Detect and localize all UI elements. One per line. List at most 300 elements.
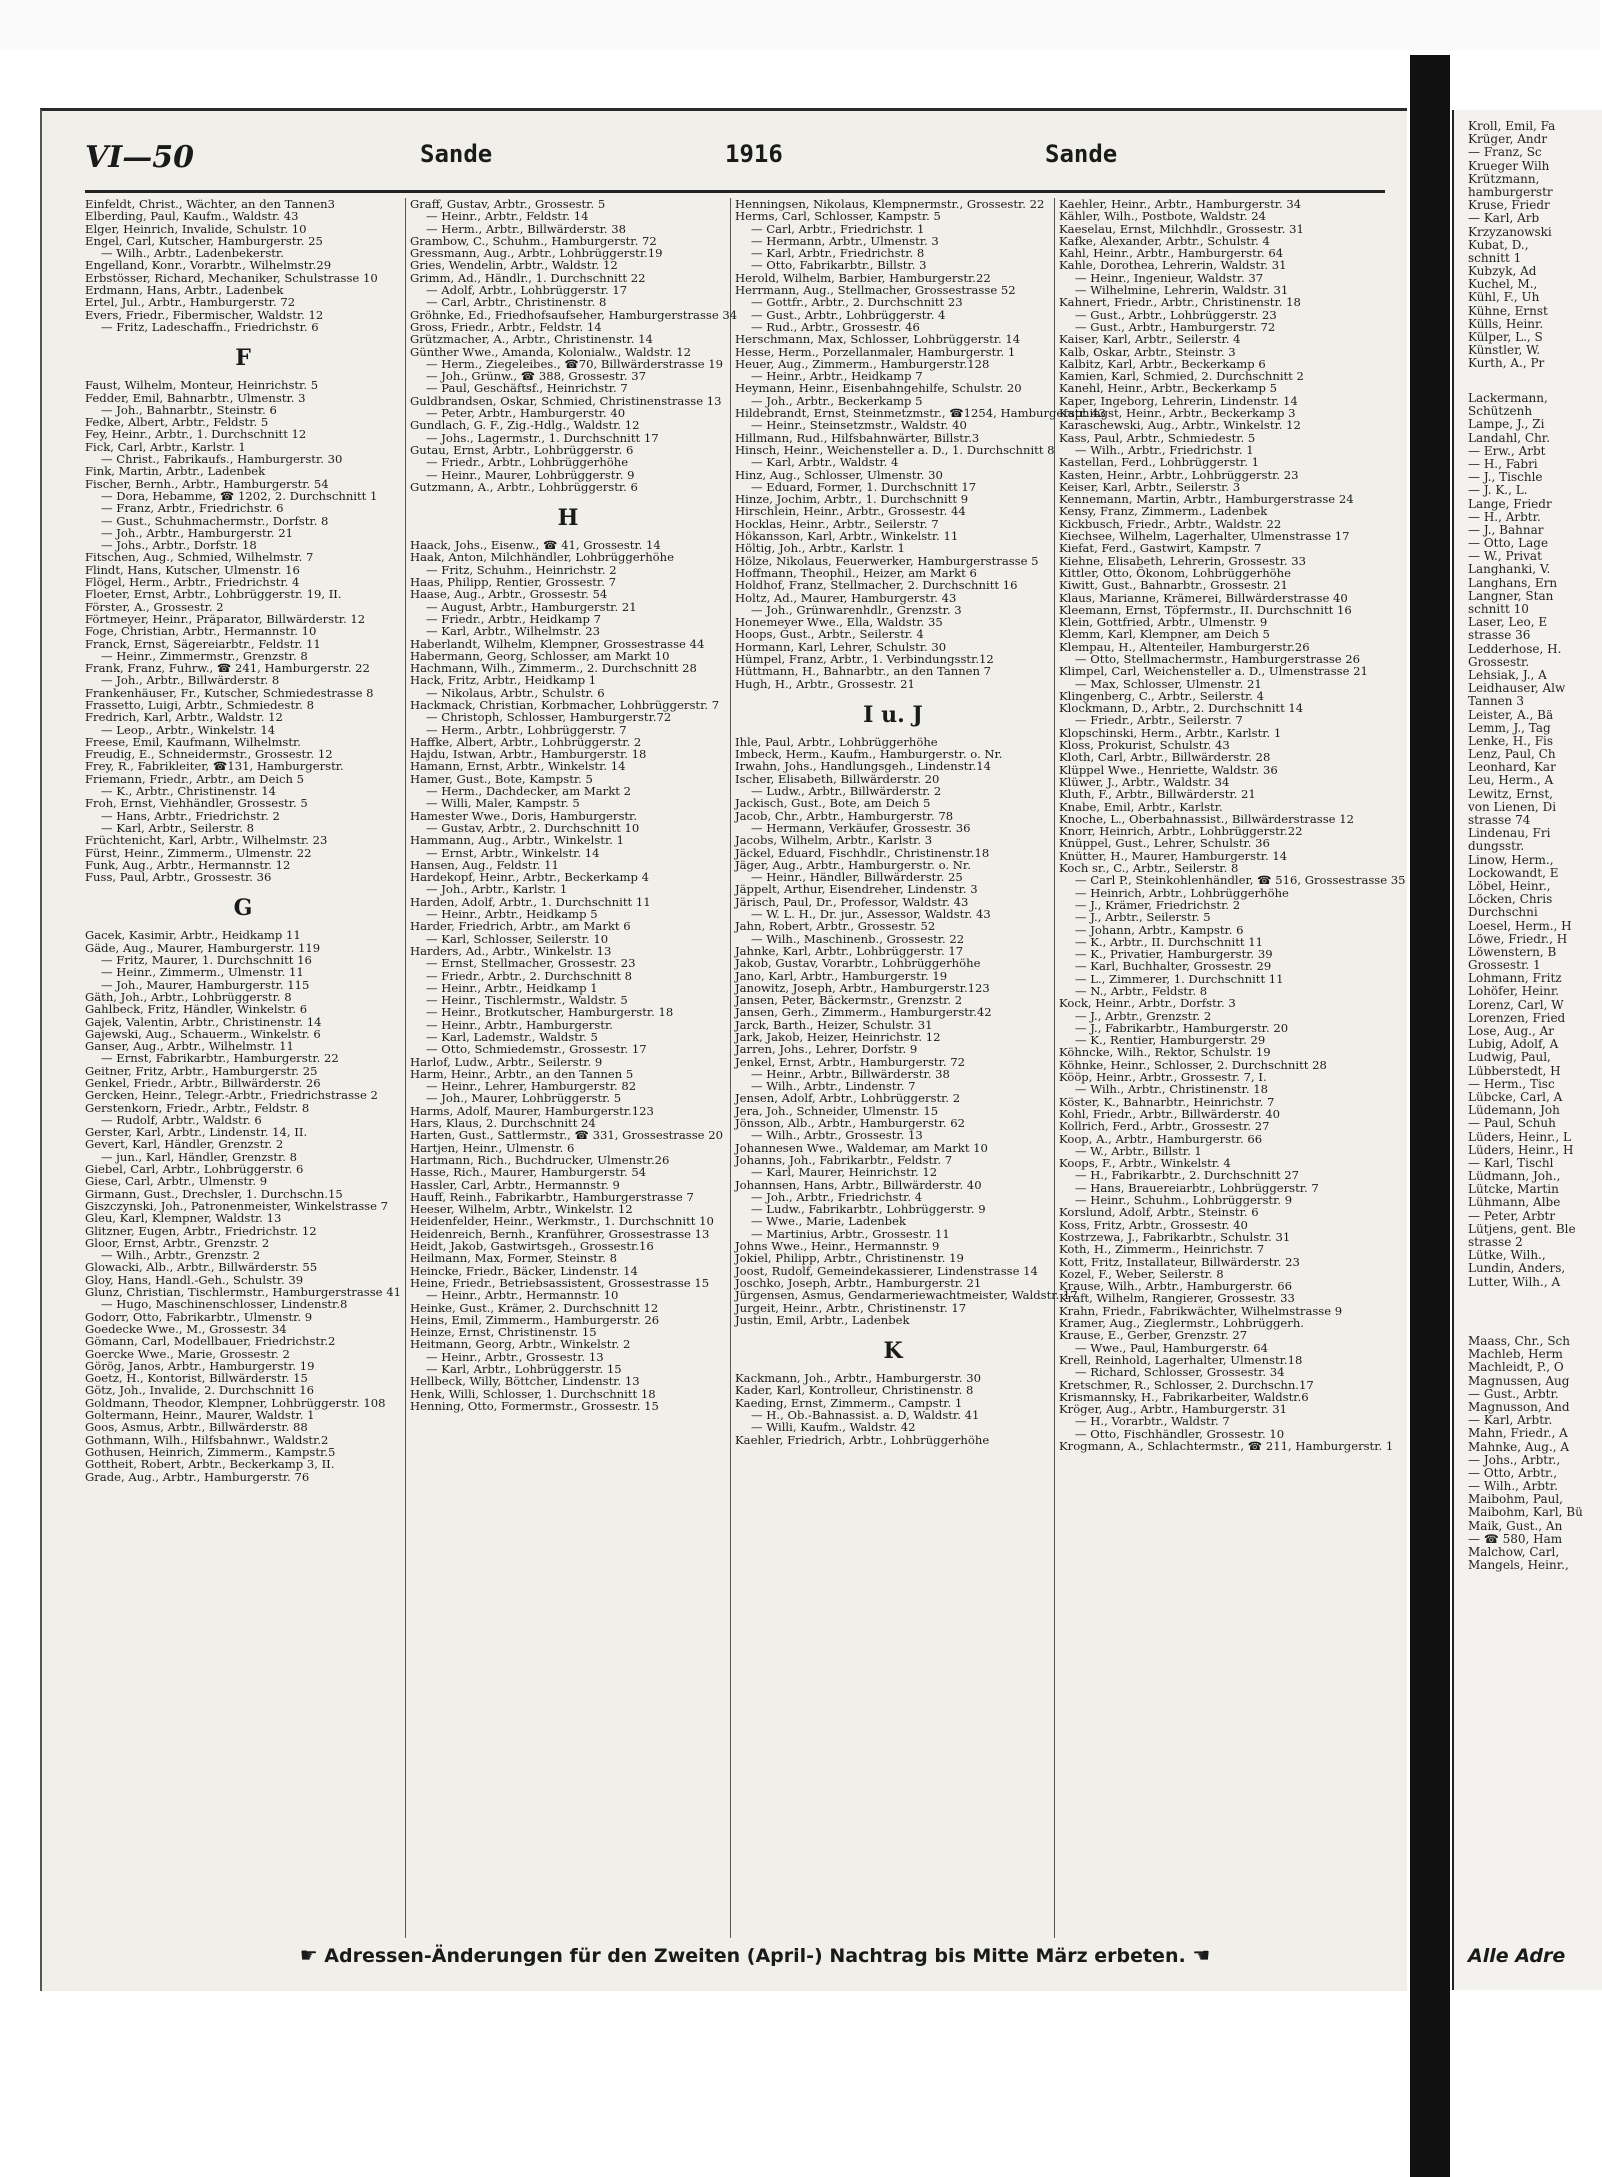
directory-entry: Hoffmann, Theophil., Heizer, am Markt 6 (735, 565, 977, 580)
directory-entry: Kaehler, Friedrich, Arbtr., Lohbrüggerhöhe (735, 1432, 990, 1447)
directory-entry: Genkel, Friedr., Arbtr., Billwärderstr. 26 (85, 1076, 321, 1090)
next-page-entry-fragment: Lose, Aug., Ar (1468, 1024, 1555, 1038)
next-page-entry-fragment: strasse 36 (1468, 628, 1531, 643)
next-page-entry-fragment: Lockowandt, E (1468, 865, 1559, 880)
directory-entry: — Paul, Geschäftsf., Heinrichstr. 7 (426, 381, 628, 396)
directory-entry: Harden, Adolf, Arbtr., 1. Durchschnitt 11 (410, 894, 651, 909)
directory-entry: Klüwer, J., Arbtr., Waldstr. 34 (1059, 774, 1230, 789)
directory-entry: — Heinr., Händler, Billwärderstr. 25 (751, 870, 963, 885)
directory-entry: — Christ., Fabrikaufs., Hamburgerstr. 30 (101, 452, 343, 467)
directory-entry: — Fritz, Ladeschaffn., Friedrichstr. 6 (101, 319, 319, 334)
directory-entry: Jano, Karl, Arbtr., Hamburgerstr. 19 (735, 968, 948, 983)
next-page-entry-fragment: — Herm., Tisc (1468, 1076, 1555, 1091)
directory-entry: Jacob, Chr., Arbtr., Hamburgerstr. 78 (735, 808, 954, 823)
directory-entry: Glowacki, Alb., Arbtr., Billwärderstr. 55 (85, 1260, 318, 1275)
next-page-entry-fragment: Machleb, Herm (1468, 1347, 1563, 1362)
directory-entry: Köhncke, Wilh., Rektor, Schulstr. 19 (1059, 1045, 1271, 1060)
next-page-entry-fragment: — Karl, Arb (1468, 211, 1540, 226)
directory-entry: — H., Fabrikarbtr., 2. Durchschnitt 27 (1075, 1168, 1300, 1183)
pointing-hand-icon: ☚ (1192, 1943, 1211, 1967)
next-page-entry-fragment: Löbel, Heinr., (1468, 878, 1551, 893)
directory-column-3 (735, 197, 1106, 1938)
directory-entry: Heidt, Jakob, Gastwirtsgeh., Grossestr.16 (410, 1239, 654, 1254)
next-page-entry-fragment: — Peter, Arbtr (1468, 1208, 1556, 1223)
directory-entry: — Johs., Lagermstr., 1. Durchschnitt 17 (426, 430, 659, 445)
next-page-entry-fragment: Loesel, Herm., H (1468, 918, 1572, 933)
directory-entry: Honemeyer Wwe., Ella, Waldstr. 35 (735, 615, 943, 630)
directory-entry: Joost, Rudolf, Gemeindekassierer, Lindenstrasse 14 (735, 1263, 1038, 1278)
directory-entry: Giszczynski, Joh., Patronenmeister, Winkelstrasse 7 (85, 1198, 389, 1213)
directory-entry: — H., Ob.-Bahnassist. a. D, Waldstr. 41 (751, 1408, 980, 1423)
directory-entry: Gäde, Aug., Maurer, Hamburgerstr. 119 (85, 940, 321, 955)
directory-entry: Goldmann, Theodor, Klempner, Lohbrüggerstr. 108 (85, 1395, 386, 1410)
directory-entry: Jokiel, Philipp, Arbtr., Christinenstr. 19 (735, 1251, 964, 1266)
directory-entry: Gröhnke, Ed., Friedhofsaufseher, Hamburgerstrasse 34 (410, 307, 738, 322)
directory-entry: Hinsch, Heinr., Weichensteller a. D., 1. Durchschnitt 8 (735, 442, 1055, 457)
directory-entry: Koth, H., Zimmerm., Heinrichstr. 7 (1059, 1242, 1265, 1257)
next-page-entry-fragment: Lange, Friedr (1468, 496, 1552, 511)
next-page-entry-fragment: Malchow, Carl, (1468, 1545, 1560, 1559)
directory-entry: — Heinr., Brotkutscher, Hamburgerstr. 18 (426, 1005, 674, 1020)
directory-entry: — Dora, Hebamme, ☎ 1202, 2. Durchschnitt 1 (101, 488, 378, 503)
directory-entry: Herschmann, Max, Schlosser, Lohbrüggerstr. 14 (735, 332, 1021, 347)
directory-entry: — Heinrich, Arbtr., Lohbrüggerhöhe (1075, 885, 1289, 900)
directory-entry: Kittler, Otto, Ökonom, Lohbrüggerhöhe (1059, 565, 1291, 580)
directory-entry: Erbstösser, Richard, Mechaniker, Schulstrasse 10 (85, 270, 378, 285)
directory-entry: Hansen, Aug., Feldstr. 11 (410, 857, 559, 872)
directory-entry: Klüppel Wwe., Henriette, Waldstr. 36 (1059, 762, 1278, 777)
directory-entry: Kickbusch, Friedr., Arbtr., Waldstr. 22 (1059, 516, 1282, 531)
directory-entry: — Wilh., Arbtr., Grossestr. 13 (751, 1128, 923, 1143)
directory-entry: Gundlach, G. F., Zig.-Hdlg., Waldstr. 12 (410, 418, 640, 433)
directory-entry: — Karl, Lademstr., Waldstr. 5 (426, 1030, 598, 1044)
directory-entry: — August, Arbtr., Hamburgerstr. 21 (426, 599, 637, 614)
directory-entry: — Wwe., Marie, Ladenbek (751, 1214, 906, 1229)
directory-entry: — Wilhelmine, Lehrerin, Waldstr. 31 (1075, 283, 1289, 298)
directory-entry: Grimm, Ad., Händlr., 1. Durchschnitt 22 (410, 270, 646, 285)
directory-entry: Gerster, Karl, Arbtr., Lindenstr. 14, II. (85, 1125, 308, 1140)
directory-entry: — Heinr., Arbtr., Feldstr. 14 (426, 209, 589, 224)
directory-entry: Koops, F., Arbtr., Winkelstr. 4 (1059, 1156, 1231, 1171)
directory-entry: Hellbeck, Willy, Böttcher, Lindenstr. 13 (410, 1374, 640, 1389)
directory-entry: Kiehne, Elisabeth, Lehrerin, Grossestr. 33 (1059, 553, 1306, 568)
directory-entry: Gloor, Ernst, Arbtr., Grenzstr. 2 (85, 1235, 270, 1250)
directory-entry: Jäppelt, Arthur, Eisendreher, Lindenstr. 3 (735, 882, 978, 897)
directory-entry: — J., Arbtr., Grenzstr. 2 (1075, 1008, 1212, 1023)
next-page-entry-fragment: — Karl, Tischl (1468, 1155, 1554, 1170)
directory-columns (85, 197, 1406, 1938)
next-page-entry-fragment: — Erw., Arbt (1468, 443, 1546, 458)
next-page-entry-fragment: Leonhard, Kar (1468, 760, 1556, 775)
directory-entry: Kramer, Aug., Zieglermstr., Lohbrüggerh. (1059, 1316, 1304, 1331)
directory-entry: Kalb, Oskar, Arbtr., Steinstr. 3 (1059, 344, 1236, 359)
directory-entry: Hümpel, Franz, Arbtr., 1. Verbindungsstr.12 (735, 651, 994, 666)
directory-entry: Faust, Wilhelm, Monteur, Heinrichstr. 5 (85, 378, 319, 393)
directory-entry: — Otto, Fabrikarbtr., Billstr. 3 (751, 258, 927, 273)
directory-entry: — Gust., Schuhmachermstr., Dorfstr. 8 (101, 513, 329, 528)
directory-entry: Glitzner, Eugen, Arbtr., Friedrichstr. 12 (85, 1223, 317, 1238)
pointing-hand-icon: ☛ (299, 1943, 318, 1967)
directory-entry: Koop, A., Arbtr., Hamburgerstr. 66 (1059, 1131, 1263, 1146)
directory-entry: Krause, Wilh., Arbtr., Hamburgerstr. 66 (1059, 1279, 1293, 1294)
directory-entry: — Gustav, Arbtr., 2. Durchschnitt 10 (426, 820, 640, 835)
directory-entry: Goetz, H., Kontorist, Billwärderstr. 15 (85, 1371, 308, 1386)
directory-entry: Kahle, Dorothea, Lehrerin, Waldstr. 31 (1059, 258, 1287, 273)
directory-entry: Flindt, Hans, Kutscher, Ulmenstr. 16 (85, 562, 300, 577)
directory-entry: Frank, Franz, Fuhrw., ☎ 241, Hamburgerstr. 22 (85, 661, 370, 676)
directory-entry: Jönsson, Alb., Arbtr., Hamburgerstr. 62 (735, 1116, 965, 1131)
directory-entry: Erdmann, Hans, Arbtr., Ladenbek (85, 283, 284, 298)
directory-entry: Fischer, Bernh., Arbtr., Hamburgerstr. 54 (85, 476, 329, 491)
directory-entry: Harten, Gust., Sattlermstr., ☎ 331, Grossestrasse 20 (410, 1128, 723, 1143)
directory-entry: — Heinr., Arbtr., Heidkamp 1 (426, 980, 598, 995)
directory-entry: Hackmack, Christian, Korbmacher, Lohbrüggerstr. 7 (410, 697, 720, 712)
directory-entry: Harders, Ad., Arbtr., Winkelstr. 13 (410, 943, 612, 958)
directory-entry: Hamester Wwe., Doris, Hamburgerstr. (410, 808, 638, 823)
directory-entry: — Fritz, Maurer, 1. Durchschnitt 16 (101, 953, 312, 968)
directory-entry: Hack, Fritz, Arbtr., Heidkamp 1 (410, 673, 597, 688)
directory-entry: Goltermann, Heinr., Maurer, Waldstr. 1 (85, 1408, 315, 1423)
directory-entry: Fredrich, Karl, Arbtr., Waldstr. 12 (85, 710, 283, 725)
directory-entry: Klein, Gottfried, Arbtr., Ulmenstr. 9 (1059, 615, 1268, 630)
directory-entry: Heuer, Aug., Zimmerm., Hamburgerstr.128 (735, 356, 990, 371)
directory-entry: Hugh, H., Arbtr., Grossestr. 21 (735, 676, 915, 691)
directory-entry: Klempau, H., Altenteiler, Hamburgerstr.26 (1059, 639, 1310, 654)
directory-entry: — Heinr., Arbtr., Heidkamp 7 (751, 369, 923, 384)
directory-entry: Krogmann, A., Schlachtermstr., ☎ 211, Hamburgerstr. 1 (1059, 1438, 1394, 1453)
next-page-entry-fragment: Laser, Leo, E (1468, 615, 1548, 630)
next-page-entry-fragment: schnitt 1 (1468, 250, 1522, 265)
directory-entry: Günther Wwe., Amanda, Kolonialw., Waldstr. 12 (410, 344, 691, 359)
directory-entry: — Friedr., Arbtr., Lohbrüggerhöhe (426, 455, 629, 470)
directory-entry: Freese, Emil, Kaufmann, Wilhelmstr. (85, 734, 301, 749)
directory-entry: — Rudolf, Arbtr., Waldstr. 6 (101, 1112, 262, 1127)
next-page-entry-fragment: Lundin, Anders, (1468, 1261, 1566, 1276)
directory-entry: Kiechsee, Wilhelm, Lagerhalter, Ulmenstrasse 17 (1059, 529, 1350, 544)
directory-entry: Haberlandt, Wilhelm, Klempner, Grossestrasse 44 (410, 636, 705, 651)
directory-entry: Kostrzewa, J., Fabrikarbtr., Schulstr. 31 (1059, 1229, 1291, 1244)
directory-entry: Gahlbeck, Fritz, Händler, Winkelstr. 6 (85, 1002, 308, 1017)
directory-entry: Fedke, Albert, Arbtr., Feldstr. 5 (85, 415, 269, 430)
scan-margin (0, 0, 1600, 50)
directory-entry: Koch sr., C., Arbtr., Seilerstr. 8 (1059, 861, 1239, 876)
directory-entry: Keiser, Karl, Arbtr., Seilerstr. 3 (1059, 479, 1241, 494)
next-page-entry-fragment: Mangels, Heinr., (1468, 1558, 1569, 1573)
directory-entry: Henningsen, Nikolaus, Klempnermstr., Grossestr. 22 (735, 197, 1045, 211)
directory-entry: — Willi, Kaufm., Waldstr. 42 (751, 1420, 916, 1435)
directory-entry: — W. L. H., Dr. jur., Assessor, Waldstr. 43 (751, 907, 991, 922)
directory-entry: Justin, Emil, Arbtr., Ladenbek (735, 1312, 910, 1327)
directory-entry: Klingenberg, C., Arbtr., Seilerstr. 4 (1059, 688, 1264, 703)
directory-entry: Fedder, Emil, Bahnarbtr., Ulmenstr. 3 (85, 390, 306, 405)
directory-entry: Glunz, Christian, Tischlermstr., Hamburgerstrasse 41 (85, 1285, 401, 1300)
directory-entry: Henning, Otto, Formermstr., Grossestr. 15 (410, 1398, 659, 1413)
directory-entry: Knoche, L., Oberbahnassist., Billwärderstrasse 12 (1059, 811, 1354, 826)
directory-entry: Kass, Paul, Arbtr., Schmiedestr. 5 (1059, 430, 1256, 445)
directory-entry: — Heinr., Arbtr., Hermannstr. 10 (426, 1288, 619, 1303)
next-page-entry-fragment: Kühne, Ernst (1468, 303, 1548, 318)
directory-entry: — Ernst, Fabrikarbtr., Hamburgerstr. 22 (101, 1051, 339, 1066)
directory-entry: — Nikolaus, Arbtr., Schulstr. 6 (426, 685, 605, 700)
directory-entry: — Martinius, Arbtr., Grossestr. 11 (751, 1226, 950, 1241)
directory-entry: Heitmann, Georg, Arbtr., Winkelstr. 2 (410, 1337, 631, 1352)
directory-entry: Jensen, Adolf, Arbtr., Lohbrüggerstr. 2 (735, 1091, 961, 1106)
next-page-entry-fragment: strasse 2 (1468, 1235, 1523, 1249)
directory-entry: — Carl P., Steinkohlenhändler, ☎ 516, Grossestrasse 35 (1075, 873, 1406, 888)
directory-entry: Korslund, Adolf, Arbtr., Steinstr. 6 (1059, 1205, 1259, 1220)
directory-entry: Fitschen, Aug., Schmied, Wilhelmstr. 7 (85, 550, 314, 565)
next-page-entry-fragment: — Paul, Schuh (1468, 1116, 1556, 1131)
directory-entry: — Richard, Schlosser, Grossestr. 34 (1075, 1365, 1285, 1380)
next-page-entry-fragment: Lemm, J., Tag (1468, 720, 1551, 735)
directory-entry: Guldbrandsen, Oskar, Schmied, Christinenstrasse 13 (410, 393, 722, 408)
directory-entry: — Johs., Arbtr., Dorfstr. 18 (101, 538, 257, 553)
directory-entry: Hamer, Gust., Bote, Kampstr. 5 (410, 771, 593, 786)
directory-entry: Jenkel, Ernst, Arbtr., Hamburgerstr. 72 (735, 1054, 965, 1069)
section-letter-heading: I u. J (863, 701, 923, 728)
directory-entry: — Heinr., Steinsetzmstr., Waldstr. 40 (751, 418, 967, 433)
directory-entry: — Joh., Bahnarbtr., Steinstr. 6 (101, 402, 277, 417)
next-page-entry-fragment: Kubat, D., (1468, 237, 1529, 252)
directory-entry: Klockmann, D., Arbtr., 2. Durchschnitt 14 (1059, 701, 1304, 716)
directory-entry: — N., Arbtr., Feldstr. 8 (1075, 984, 1208, 998)
directory-entry: Kahl, Heinr., Arbtr., Hamburgerstr. 64 (1059, 246, 1284, 261)
directory-entry: Kozel, F., Weber, Seilerstr. 8 (1059, 1266, 1224, 1281)
next-page-entry-fragment: Landahl, Chr. (1468, 430, 1551, 445)
directory-entry: Imbeck, Herm., Kaufm., Hamburgerstr. o. Nr. (735, 747, 1003, 762)
directory-column-4 (1059, 197, 1406, 1938)
directory-entry: Graff, Gustav, Arbtr., Grossestr. 5 (410, 197, 606, 211)
directory-entry: Krismannsky, H., Fabrikarbeiter, Waldstr.6 (1059, 1389, 1309, 1404)
next-page-entry-fragment: Lühmann, Albe (1468, 1195, 1561, 1210)
directory-entry: — Herm., Dachdecker, am Markt 2 (426, 784, 631, 799)
directory-entry: Knütter, H., Maurer, Hamburgerstr. 14 (1059, 848, 1288, 863)
directory-entry: Hinze, Jochim, Arbtr., 1. Durchschnitt 9 (735, 492, 969, 507)
directory-entry: Jacobs, Wilhelm, Arbtr., Karlstr. 3 (735, 833, 933, 848)
directory-entry: Ihle, Paul, Arbtr., Lohbrüggerhöhe (735, 734, 938, 749)
directory-entry: Heincke, Friedr., Bäcker, Lindenstr. 14 (410, 1263, 638, 1278)
directory-entry: Kamien, Karl, Schmied, 2. Durchschnitt 2 (1059, 369, 1304, 384)
directory-entry: Gries, Wendelin, Arbtr., Waldstr. 12 (410, 258, 618, 273)
directory-entry: Herold, Wilhelm, Barbier, Hamburgerstr.22 (735, 270, 991, 285)
directory-entry: Jansen, Gerh., Zimmerm., Hamburgerstr.42 (735, 1005, 992, 1020)
directory-entry: Hachmann, Wilh., Zimmerm., 2. Durchschnitt 28 (410, 661, 697, 676)
next-page-entry-fragment: Külls, Heinr. (1468, 316, 1544, 331)
directory-entry: Kähler, Wilh., Postbote, Waldstr. 24 (1059, 209, 1267, 224)
next-page-entry-fragment: Langner, Stan (1468, 588, 1554, 603)
book-binding-gutter (1410, 55, 1450, 2177)
directory-entry: Gevert, Karl, Händler, Grenzstr. 2 (85, 1137, 284, 1152)
directory-entry: Kafke, Alexander, Arbtr., Schulstr. 4 (1059, 233, 1270, 248)
section-letter-heading: K (883, 1338, 903, 1365)
directory-entry: — Max, Schlosser, Ulmenstr. 21 (1075, 676, 1262, 691)
directory-entry: Kalbitz, Karl, Arbtr., Beckerkamp 6 (1059, 356, 1266, 371)
directory-entry: Gutzmann, A., Arbtr., Lohbrüggerstr. 6 (410, 479, 638, 494)
directory-entry: — Peter, Arbtr., Hamburgerstr. 40 (426, 406, 626, 421)
directory-entry: — Heinr., Zimmerm., Ulmenstr. 11 (101, 965, 304, 980)
directory-entry: — Willi, Maler, Kampstr. 5 (426, 796, 580, 811)
directory-entry: Kloss, Prokurist, Schulstr. 43 (1059, 738, 1230, 753)
directory-entry: Engelland, Konr., Vorarbtr., Wilhelmstr.29 (85, 258, 332, 273)
next-page-entry-fragment: Lehsiak, J., A (1468, 667, 1547, 682)
directory-entry: Gömann, Carl, Modellbauer, Friedrichstr.2 (85, 1334, 336, 1349)
next-page-entry-fragment: Langhans, Ern (1468, 575, 1558, 590)
directory-entry: Herms, Carl, Schlosser, Kampstr. 5 (735, 209, 941, 224)
directory-entry: — Joh., Arbtr., Friedrichstr. 4 (751, 1189, 923, 1204)
directory-entry: — Hans, Brauereiarbtr., Lohbrüggerstr. 7 (1075, 1180, 1319, 1195)
next-page-entry-fragment: Lindenau, Fri (1468, 826, 1551, 841)
next-page-entry-fragment: Lüders, Heinr., L (1468, 1129, 1571, 1144)
running-head-right: Sande (1045, 140, 1118, 168)
next-page-entry-fragment: strasse 74 (1468, 813, 1531, 827)
directory-entry: Knabe, Emil, Arbtr., Karlstr. (1059, 799, 1223, 814)
directory-entry: Hocklas, Heinr., Arbtr., Seilerstr. 7 (735, 516, 939, 531)
directory-entry: Heymann, Heinr., Eisenbahngehilfe, Schulstr. 20 (735, 381, 1022, 396)
directory-entry: — Karl, Arbtr., Waldstr. 4 (751, 455, 899, 470)
next-page-entry-fragment: Lohmann, Fritz (1468, 971, 1562, 986)
next-page-entry-fragment: Lubig, Adolf, A (1468, 1037, 1559, 1052)
directory-entry: Hauff, Reinh., Fabrikarbtr., Hamburgerstrasse 7 (410, 1189, 694, 1204)
directory-entry: Kackmann, Joh., Arbtr., Hamburgerstr. 30 (735, 1371, 982, 1386)
next-page-entry-fragment: Kubzyk, Ad (1468, 264, 1537, 279)
directory-entry: — Wwe., Paul, Hamburgerstr. 64 (1075, 1340, 1269, 1355)
directory-entry: Görög, Janos, Arbtr., Hamburgerstr. 19 (85, 1358, 315, 1373)
directory-entry: Janowitz, Joseph, Arbtr., Hamburgerstr.123 (735, 980, 990, 995)
directory-entry: — K., Arbtr., Christinenstr. 14 (101, 784, 277, 799)
directory-entry: Haase, Aug., Arbtr., Grossestr. 54 (410, 587, 608, 602)
directory-entry: Kohl, Friedr., Arbtr., Billwärderstr. 40 (1059, 1106, 1280, 1121)
directory-entry: — Heinr., Lehrer, Hamburgerstr. 82 (426, 1079, 637, 1094)
next-page-entry-fragment: Löcken, Chris (1468, 892, 1553, 907)
directory-entry: Kaehler, Heinr., Arbtr., Hamburgerstr. 34 (1059, 197, 1302, 211)
directory-entry: Irwahn, Johs., Handlungsgeh., Lindenstr.14 (735, 759, 992, 774)
directory-entry: Gercken, Heinr., Telegr.-Arbtr., Friedrichstrasse 2 (85, 1088, 378, 1103)
directory-entry: — Joh., Arbtr., Karlstr. 1 (426, 882, 568, 897)
directory-entry: — Heinr., Arbtr., Billwärderstr. 38 (751, 1066, 950, 1081)
next-page-entry-fragment: Schützenh (1468, 404, 1533, 419)
directory-entry: Köhnke, Heinr., Schlosser, 2. Durchschnitt 28 (1059, 1057, 1327, 1072)
directory-entry: Froh, Ernst, Viehhändler, Grossestr. 5 (85, 796, 308, 811)
running-head-left: Sande (420, 140, 493, 168)
directory-entry: Harder, Friedrich, Arbtr., am Markt 6 (410, 919, 631, 934)
directory-entry: Franck, Ernst, Sägereiarbtr., Feldstr. 11 (85, 636, 321, 651)
directory-entry: Krell, Reinhold, Lagerhalter, Ulmenstr.18 (1059, 1352, 1303, 1367)
directory-entry: Hardekopf, Heinr., Arbtr., Beckerkamp 4 (410, 870, 650, 885)
directory-entry: Evers, Friedr., Fibermischer, Waldstr. 12 (85, 307, 324, 322)
directory-entry: Elger, Heinrich, Invalide, Schulstr. 10 (85, 221, 307, 236)
next-page-entry-fragment: — J., Tischle (1468, 470, 1543, 485)
next-page-entry-fragment: — Otto, Lage (1468, 536, 1549, 551)
directory-entry: — Fritz, Schuhm., Heinrichstr. 2 (426, 562, 617, 577)
directory-entry: — J., Arbtr., Seilerstr. 5 (1075, 910, 1211, 925)
directory-entry: Heidenreich, Bernh., Kranführer, Grossestrasse 13 (410, 1226, 710, 1241)
directory-entry: Hajdu, Istwan, Arbtr., Hamburgerstr. 18 (410, 747, 647, 762)
next-page-entry-fragment: Mahn, Friedr., A (1468, 1426, 1568, 1441)
directory-entry: — Joh., Maurer, Lohbrüggerstr. 5 (426, 1091, 622, 1106)
directory-entry: Goercke Wwe., Marie, Grossestr. 2 (85, 1346, 290, 1361)
directory-column-2 (410, 197, 738, 1938)
directory-entry: — Carl, Arbtr., Friedrichstr. 1 (751, 221, 925, 236)
directory-entry: Girmann, Gust., Drechsler, 1. Durchschn.15 (85, 1186, 343, 1201)
directory-entry: Knüppel, Gust., Lehrer, Schulstr. 36 (1059, 836, 1270, 851)
directory-entry: — Herm., Arbtr., Lohbrüggerstr. 7 (426, 722, 627, 737)
directory-entry: Koss, Fritz, Arbtr., Grossestr. 40 (1059, 1217, 1248, 1232)
next-page-entry-fragment: Maibohm, Paul, (1468, 1492, 1563, 1507)
directory-entry: — H., Vorarbtr., Waldstr. 7 (1075, 1414, 1230, 1429)
directory-entry: Jürgensen, Asmus, Gendarmeriewachtmeister, Waldstr. 17 (735, 1288, 1078, 1303)
directory-entry: Gottheit, Robert, Arbtr., Beckerkamp 3, II. (85, 1457, 335, 1472)
next-page-entry-fragment: Lackermann, (1468, 391, 1548, 405)
directory-entry: Grambow, C., Schuhm., Hamburgerstr. 72 (410, 233, 657, 248)
directory-entry: Engel, Carl, Kutscher, Hamburgerstr. 25 (85, 233, 323, 248)
directory-entry: Haffke, Albert, Arbtr., Lohbrüggerstr. 2 (410, 734, 642, 749)
directory-entry: Kaeding, Ernst, Zimmerm., Campstr. 1 (735, 1395, 963, 1410)
next-page-entry-fragment: Lenke, H., Fis (1468, 733, 1554, 748)
directory-entry: — Joh., Grünw., ☎ 388, Grossestr. 37 (426, 369, 646, 384)
directory-entry: — Friedr., Arbtr., Heidkamp 7 (426, 611, 602, 626)
directory-entry: Fürst, Heinr., Zimmerm., Ulmenstr. 22 (85, 845, 312, 860)
directory-entry: Früchtenicht, Karl, Arbtr., Wilhelmstr. 23 (85, 833, 328, 848)
directory-entry: Kloth, Carl, Arbtr., Billwärderstr. 28 (1059, 750, 1271, 765)
next-page-entry-fragment: Lenz, Paul, Ch (1468, 747, 1556, 762)
directory-entry: — Hugo, Maschinenschlosser, Lindenstr.8 (101, 1297, 348, 1312)
directory-entry: Karaschewski, Aug., Arbtr., Winkelstr. 12 (1059, 418, 1301, 433)
directory-entry: — Heinr., Zimmermstr., Grenzstr. 8 (101, 648, 308, 663)
directory-entry: Kaeselau, Ernst, Milchhdlr., Grossestr. 31 (1059, 221, 1304, 236)
footer-text: Adressen-Änderungen für den Zweiten (April-) Nachtrag bis Mitte März erbeten. (324, 1945, 1186, 1967)
directory-entry: Freudig, E., Schneidermstr., Grossestr. 12 (85, 747, 333, 762)
directory-entry: Gacek, Kasimir, Arbtr., Heidkamp 11 (85, 928, 301, 943)
next-page-entry-fragment: Magnussen, Aug (1468, 1373, 1570, 1388)
directory-entry: Haack, Johs., Eisenw., ☎ 41, Grossestr. 14 (410, 538, 661, 553)
directory-entry: Kaper, Ingeborg, Lehrerin, Lindenstr. 14 (1059, 393, 1298, 408)
directory-entry: Klimpel, Carl, Weichensteller a. D., Ulmenstrasse 21 (1059, 664, 1368, 679)
directory-entry: Hüttmann, H., Bahnarbtr., an den Tannen 7 (735, 664, 992, 679)
directory-entry: — Friedr., Arbtr., Seilerstr. 7 (1075, 713, 1243, 728)
directory-entry: Gajewski, Aug., Schauerm., Winkelstr. 6 (85, 1026, 321, 1041)
directory-entry: Hinz, Aug., Schlosser, Ulmenstr. 30 (735, 467, 943, 482)
next-page-entry-fragment: Kühl, F., Uh (1468, 290, 1540, 305)
directory-entry: — K., Rentier, Hamburgerstr. 29 (1075, 1033, 1266, 1048)
directory-entry: Hökansson, Karl, Arbtr., Winkelstr. 11 (735, 529, 959, 544)
next-page-entry-fragment: Langhanki, V. (1468, 562, 1551, 577)
directory-entry: Hars, Klaus, 2. Durchschnitt 24 (410, 1116, 596, 1131)
directory-entry: — Gust., Arbtr., Lohbrüggerstr. 23 (1075, 307, 1277, 322)
directory-entry: — Friedr., Arbtr., 2. Durchschnitt 8 (426, 968, 632, 983)
directory-entry: Kastellan, Ferd., Lohbrüggerstr. 1 (1059, 455, 1259, 470)
running-head-year: 1916 (725, 140, 783, 168)
header-rule (85, 190, 1385, 193)
directory-entry: Ganser, Aug., Arbtr., Wilhelmstr. 11 (85, 1039, 294, 1054)
directory-entry: — Herm., Arbtr., Billwärderstr. 38 (426, 221, 627, 236)
directory-entry: Frankenhäuser, Fr., Kutscher, Schmiedestrasse 8 (85, 685, 374, 700)
directory-entry: Hartjen, Heinr., Ulmenstr. 6 (410, 1140, 575, 1155)
directory-entry: Köster, K., Bahnarbtr., Heinrichstr. 7 (1059, 1094, 1275, 1109)
directory-entry: — J., Krämer, Friedrichstr. 2 (1075, 897, 1241, 912)
directory-entry: — L., Zimmerer, 1. Durchschnitt 11 (1075, 971, 1284, 986)
next-page-entry-fragment: — H., Arbtr. (1468, 509, 1541, 524)
directory-entry: — Hermann, Verkäufer, Grossestr. 36 (751, 820, 971, 835)
directory-entry: — Heinr., Arbtr., Grossestr. 13 (426, 1349, 604, 1364)
directory-entry: — Christoph, Schlosser, Hamburgerstr.72 (426, 710, 672, 725)
directory-entry: Giebel, Carl, Arbtr., Lohbrüggerstr. 6 (85, 1162, 304, 1177)
directory-entry: Kott, Fritz, Installateur, Billwärderstr. 23 (1059, 1254, 1300, 1269)
directory-entry: Kröger, Aug., Arbtr., Hamburgerstr. 31 (1059, 1402, 1288, 1417)
page-number: VI—50 (85, 140, 195, 175)
next-page-entry-fragment: Lewitz, Ernst, (1468, 786, 1553, 801)
directory-entry: — Joh., Arbtr., Beckerkamp 5 (751, 393, 923, 408)
directory-entry: — Karl, Arbtr., Lohbrüggerstr. 15 (426, 1362, 622, 1377)
